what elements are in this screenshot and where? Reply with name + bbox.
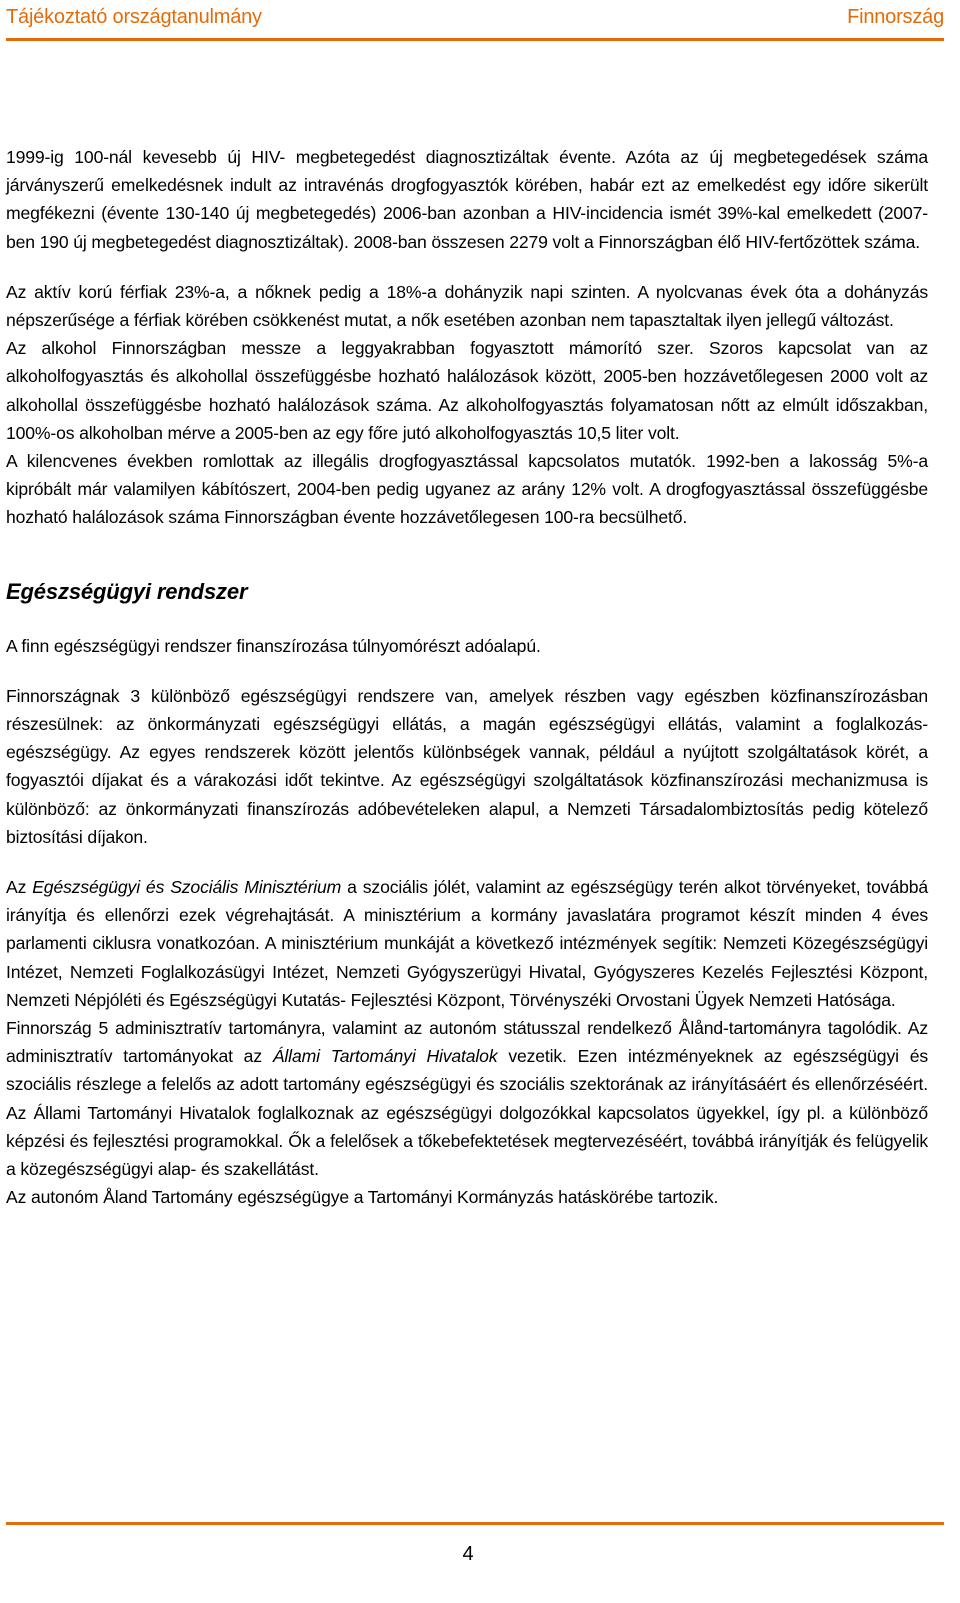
ministry-body-text: a szociális jólét, valamint az egészségügy terén alkot törvényeket, továbbá irányítja és ellenőrzi ezek végrehajtását. A minisztérium a kormány javaslatára programot készít minden 4 éves parlamenti ciklusra vonatkozóan. A minisztérium munkáját a következő intézmények segítik: Nemzeti Közegészségügyi Intézet, Nemzeti Foglalkozásügyi Intézet, Nemzeti Gyógyszerügyi Hivatal, Gyógyszeres Kezelés Fejlesztési Központ, Nemzeti Népjóléti és Egészségügyi Kutatás- Fejlesztési Központ, Törvényszéki Orvostani Ügyek Nemzeti Hatósága. <box>6 877 928 1010</box>
section-heading-health-system: Egészségügyi rendszer <box>6 578 248 604</box>
header-document-title: Tájékoztató országtanulmány <box>6 6 262 28</box>
ministry-intro-text: Az <box>6 877 33 898</box>
paragraph-drugs: A kilencvenes években romlottak az illegális drogfogyasztással kapcsolatos mutatók. 1992-ben a lakosság 5%-a kipróbált már valamilyen kábítószert, 2004-ben pedig ugyanez az arány 12% volt. A drogfogyasztással összefüggésbe hozható halálozások száma Finnországban évente hozzávetőlegesen 100-ra becsülhető. <box>6 451 928 528</box>
ministry-name: Egészségügyi és Szociális Minisztérium <box>32 877 342 898</box>
paragraph-ministry <box>6 873 928 1014</box>
page-number: 4 <box>462 1543 474 1565</box>
provinces-intro-text: Finnország 5 adminisztratív tartományra, valamint az autonóm státusszal rendelkező Ålånd-tartományra tagolódik. Az adminisztratív tartományokat az <box>6 1018 928 1067</box>
paragraph-smoking: Az aktív korú férfiak 23%-a, a nőknek pedig a 18%-a dohányzik napi szinten. A nyolcvanas évek óta a dohányzás népszerűsége a férfiak körében csökkenést mutat, a nők esetében azonban nem tapasztaltak ilyen jellegű változást. <box>6 281 928 331</box>
header-country-name: Finnország <box>847 6 944 28</box>
footer-divider <box>6 1522 944 1525</box>
document-body <box>6 143 928 1212</box>
paragraph-hiv: 1999-ig 100-nál kevesebb új HIV- megbetegedést diagnosztizáltak évente. Azóta az új megbetegedések száma járványszerű emelkedésnek indult az intravénás drogfogyasztók körében, habár ezt az emelkedést egy időre sikerült megfékezni (évente 130-140 új megbetegedés) 2006-ban azonban a HIV-incidencia ismét 39%-kal emelkedett (2007-ben 190 új megbetegedést diagnosztizáltak). 2008-ban összesen 2279 volt a Finnországban élő HIV-fertőzöttek száma. <box>6 147 928 252</box>
paragraph-alcohol: Az alkohol Finnországban messze a leggyakrabban fogyasztott mámorító szer. Szoros kapcsolat van az alkoholfogyasztás és alkohollal összefüggésbe hozható halálozások között, 2005-ben hozzávetőlegesen 2000 volt az alkohollal összefüggésbe hozható halálozások száma. Az alkoholfogyasztás folyamatosan nőtt az elmúlt időszakban, 100%-os alkoholban mérve a 2005-ben az egy főre jutó alkoholfogyasztás 10,5 liter volt. <box>6 338 928 443</box>
state-provincial-offices-name: Állami Tartományi Hivatalok <box>272 1046 498 1067</box>
paragraph-aland: Az autonóm Åland Tartomány egészségügye a Tartományi Kormányzás hatáskörébe tartozik. <box>6 1187 719 1208</box>
header-divider <box>6 38 944 41</box>
paragraph-financing: A finn egészségügyi rendszer finanszírozása túlnyomórészt adóalapú. <box>6 635 541 656</box>
paragraph-three-systems: Finnországnak 3 különböző egészségügyi rendszere van, amelyek részben vagy egészben közfinanszírozásban részesülnek: az önkormányzati egészségügyi ellátás, a magán egészségügyi ellátás, valamint a foglalkozás-egészségügy. Az egyes rendszerek között jelentős különbségek vannak, például a nyújtott szolgáltatások körét, a fogyasztói díjakat és a várakozási időt tekintve. Az egészségügyi szolgáltatások közfinanszírozási mechanizmusa is különböző: az önkormányzati finanszírozás adóbevételeken alapul, a Nemzeti Társadalombiztosítás pedig kötelező biztosítási díjakon. <box>6 685 928 847</box>
page-header <box>6 0 944 38</box>
provinces-body-text: vezetik. Ezen intézményeknek az egészségügyi és szociális részlege a felelős az adott tartomány egészségügyi és szociális szektorának az irányításáért és ellenőrzéséért. Az Állami Tartományi Hivatalok foglalkoznak az egészségügyi dolgozókkal kapcsolatos ügyekkel, így pl. a különböző képzési és fejlesztési programokkal. Ők a felelősek a tőkebefektetések megtervezéséért, továbbá irányítják és felügyelik a közegészségügyi alap- és szakellátást. <box>6 1046 928 1180</box>
paragraph-provinces <box>6 1014 928 1183</box>
